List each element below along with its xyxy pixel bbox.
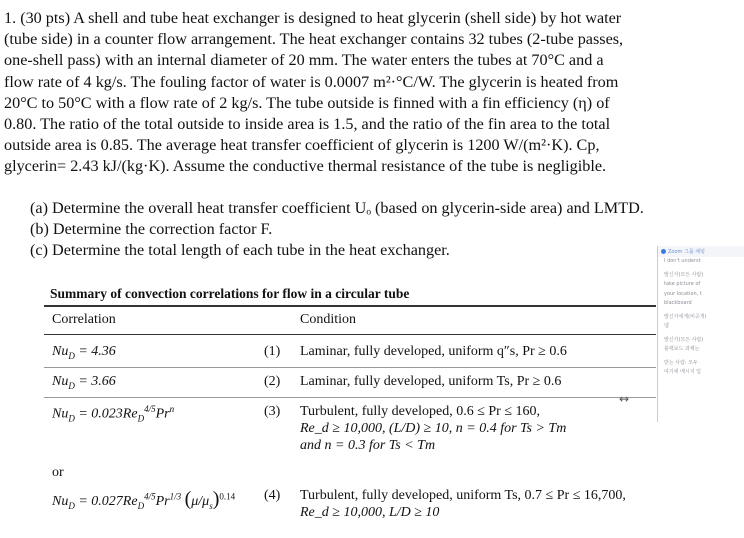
chat-header[interactable] <box>658 246 744 257</box>
chat-panel[interactable] <box>657 246 744 422</box>
chat-line: 발신자에게(비공개) <box>664 313 707 320</box>
correlation-3: $Nu_D = 0.023Re_D^{4/5}Pr^n$ <box>52 404 175 424</box>
zoom-icon <box>661 249 666 254</box>
condition-3b: Re_d ≥ 10,000, (L/D) ≥ 10, n = 0.4 for Ts > Tm <box>300 421 567 436</box>
header-correlation: Correlation <box>52 312 116 327</box>
condition-3a: Turbulent, fully developed, 0.6 ≤ Pr ≤ 160, <box>300 404 541 419</box>
problem-line: glycerin= 2.43 kJ/(kg·K). Assume the conductive thermal resistance of the tube is negligible. <box>4 157 607 176</box>
row-number: (1) <box>264 344 281 359</box>
condition-4b: Re_d ≥ 10,000, L/D ≥ 10 <box>300 505 440 520</box>
mouse-cursor-icon: ↔ <box>619 392 630 406</box>
condition-2: Laminar, fully developed, uniform Ts, Pr ≥ 0.6 <box>300 374 562 389</box>
chat-line: 블랙보드 과제는 <box>664 346 700 352</box>
problem-line: flow rate of 4 kg/s. The fouling factor of water is 0.0007 m²·°C/W. The glycerin is heated from <box>4 72 619 91</box>
correlation-2: $Nu_D = 3.66$ <box>52 374 116 391</box>
correlation-1: $Nu_D = 4.36$ <box>52 344 116 361</box>
problem-line: (tube side) in a counter flow arrangement. The heat exchanger contains 32 tubes (2-tube passes, <box>4 30 624 49</box>
chat-line: 발신자(모든 사람) <box>664 271 704 278</box>
problem-line: one-shell pass) with an internal diameter of 20 mm. The water enters the tubes at 70°C and a <box>4 51 604 70</box>
problem-statement <box>4 8 712 178</box>
chat-title: Zoom 그룹 채팅 <box>668 249 705 255</box>
part-a: (a) Determine the overall heat transfer coefficient Uₒ (based on glycerin-side area) and LMTD. <box>30 199 644 217</box>
problem-line: outside area is 0.85. The average heat transfer coefficient of glycerin is 1200 W/(m²·K). Cp, <box>4 136 600 155</box>
correlation-4: $Nu_D = 0.027Re_D^{4/5}Pr^{1/3}$ $(\mu/\mu_s)^{0.14}$ <box>52 488 236 511</box>
row-rule <box>44 397 656 398</box>
row-number: (4) <box>264 488 281 503</box>
table-top-rule <box>44 305 656 307</box>
part-b: (b) Determine the correction factor F. <box>30 220 273 238</box>
chat-line: 넵 <box>664 323 669 329</box>
chat-line: your location, t <box>664 290 702 297</box>
row-number: (2) <box>264 374 281 389</box>
chat-line: blackboard <box>664 300 692 306</box>
problem-line: 0.80. The ratio of the total outside to inside area is 1.5, and the ratio of the fin area to the total <box>4 115 611 134</box>
header-rule <box>44 334 656 335</box>
chat-line: I don't underst <box>664 258 701 264</box>
chat-line: 발신자(모든 사람) <box>664 336 704 343</box>
row-rule <box>44 367 656 368</box>
condition-1: Laminar, fully developed, uniform q″s, Pr ≥ 0.6 <box>300 344 567 359</box>
table-title: Summary of convection correlations for flow in a circular tube <box>50 286 410 301</box>
condition-4a: Turbulent, fully developed, uniform Ts, 0.7 ≤ Pr ≤ 16,700, <box>300 488 626 503</box>
header-condition: Condition <box>300 312 357 327</box>
condition-3c: and n = 0.3 for Ts < Tm <box>300 438 436 453</box>
problem-line: 1. (30 pts) A shell and tube heat exchanger is designed to heat glycerin (shell side) by hot water <box>4 9 622 27</box>
chat-input[interactable]: 여기에 메시지 입 <box>664 369 701 375</box>
chat-line: take picture of <box>664 281 701 287</box>
part-c: (c) Determine the total length of each tube in the heat exchanger. <box>30 241 450 259</box>
problem-parts <box>30 198 644 261</box>
problem-line: 20°C to 50°C with a flow rate of 2 kg/s. The tube outside is finned with a fin efficiency (η) of <box>4 93 610 112</box>
row-number: (3) <box>264 404 281 419</box>
or-label: or <box>52 465 64 480</box>
chat-recipient[interactable]: 받는 사람: 모두 <box>664 359 698 366</box>
